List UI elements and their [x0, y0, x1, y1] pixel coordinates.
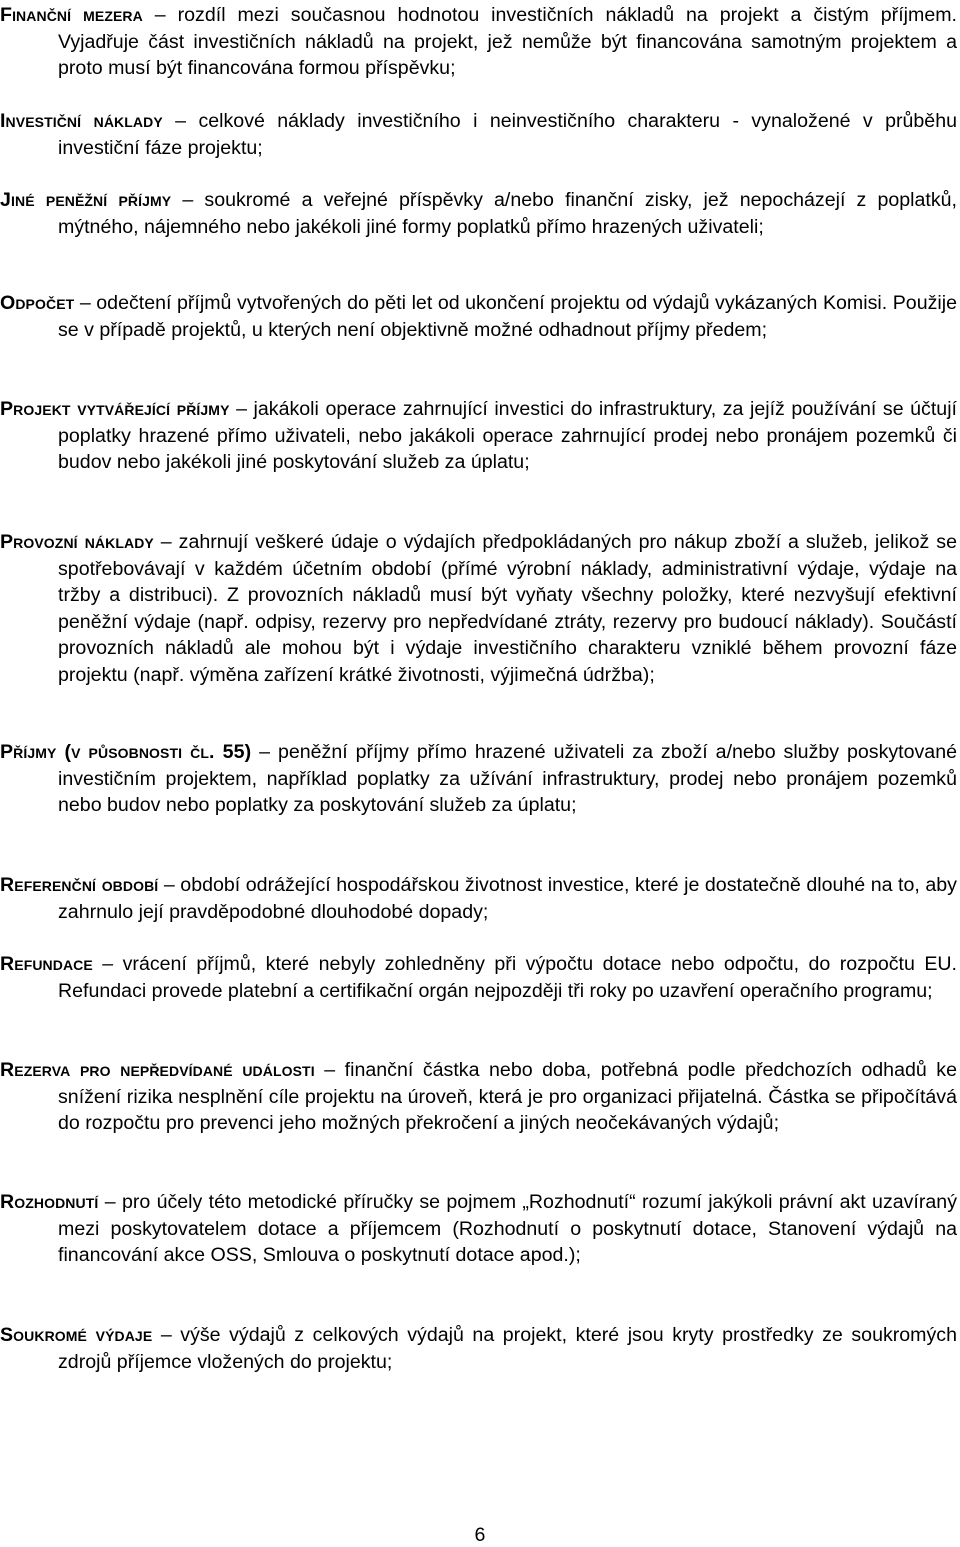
glossary-entry-jine-penezni-prijmy — [0, 187, 957, 240]
glossary-entry-odpocet — [0, 290, 957, 343]
glossary-entry-rezerva — [0, 1057, 957, 1137]
glossary-definition: – rozdíl mezi současnou hodnotou investičních nákladů na projekt a čistým příjmem. Vyjadřuje část investičních nákladů na projekt, jež nemůže být financována samotným projektem a proto musí být financována formou příspěvku; — [58, 4, 957, 79]
glossary-entry-prijmy — [0, 739, 957, 819]
glossary-term: Soukromé výdaje — [0, 1324, 153, 1346]
glossary-entry-investicni-naklady — [0, 108, 957, 161]
glossary-term: Jiné peněžní příjmy — [0, 189, 172, 211]
glossary-definition: – jakákoli operace zahrnující investici do infrastruktury, za jejíž používání se účtují poplatky hrazené přímo uživateli, nebo jakákoli operace zahrnující prodej nebo pronájem pozemků či budov nebo jakékoli jiné poskytování služeb za úplatu; — [58, 398, 957, 473]
glossary-definition: – peněžní příjmy přímo hrazené uživateli za zboží a/nebo služby poskytované investičním projektem, například poplatky za užívání infrastruktury, prodej nebo pronájem pozemků nebo budov nebo poplatky za poskytování služeb za úplatu; — [58, 741, 957, 816]
glossary-entry-provozni-naklady — [0, 529, 957, 688]
glossary-definition: – vrácení příjmů, které nebyly zohledněny při výpočtu dotace nebo odpočtu, do rozpočtu EU. Refundaci provede platební a certifikační orgán nejpozději tři roky po uzavření operačního programu; — [58, 953, 957, 1002]
glossary-definition: – zahrnují veškeré údaje o výdajích předpokládaných pro nákup zboží a služeb, jelikož se spotřebovávají v každém účetním období (přímé výrobní náklady, administrativní výdaje, výdaje na tržby a distribuci). Z provozních nákladů musí být vyňaty všechny položky, které nezvyšují efektivní peněžní výdaje (např. odpisy, rezervy pro nepředvídané ztráty, rezervy pro budoucí náklady). Součástí provozních nákladů ale mohou být i výdaje investičního charakteru vzniklé během provozní fáze projektu (např. výměna zařízení krátké životnosti, výjimečná údržba); — [58, 531, 957, 686]
glossary-entry-financni-mezera — [0, 2, 957, 82]
glossary-entry-soukrome-vydaje — [0, 1322, 957, 1375]
glossary-entry-refundace — [0, 951, 957, 1004]
glossary-term: Rozhodnutí — [0, 1191, 99, 1213]
glossary-term: Odpočet — [0, 292, 75, 314]
glossary-term: Finanční mezera — [0, 4, 143, 26]
glossary-entry-referencni-obdobi — [0, 872, 957, 925]
glossary-term: Refundace — [0, 953, 93, 975]
glossary-term: Provozní náklady — [0, 531, 154, 553]
glossary-term: Rezerva pro nepředvídané události — [0, 1059, 315, 1081]
glossary-term: Příjmy (v působnosti čl. 55) — [0, 741, 252, 763]
glossary-definition: – celkové náklady investičního i neinvestičního charakteru - vynaložené v průběhu investiční fáze projektu; — [58, 110, 958, 159]
glossary-definition: – pro účely této metodické příručky se pojmem „Rozhodnutí“ rozumí jakýkoli právní akt uzavíraný mezi poskytovatelem dotace a příjemcem (Rozhodnutí o poskytnutí dotace, Stanovení výdajů na financování akce OSS, Smlouva o poskytnutí dotace apod.); — [58, 1191, 957, 1266]
glossary-definition: – soukromé a veřejné příspěvky a/nebo finanční zisky, jež nepocházejí z poplatků, mýtného, nájemného nebo jakékoli jiné formy poplatků přímo hrazených uživateli; — [58, 189, 957, 238]
glossary-definition: – odečtení příjmů vytvořených do pěti let od ukončení projektu od výdajů vykázaných Komisi. Použije se v případě projektů, u kterých není objektivně možné odhadnout příjmy předem; — [58, 292, 957, 341]
glossary-definition: – výše výdajů z celkových výdajů na projekt, které jsou kryty prostředky ze soukromých zdrojů příjemce vložených do projektu; — [58, 1324, 957, 1373]
glossary-definition: – finanční částka nebo doba, potřebná podle předchozích odhadů ke snížení rizika nesplnění cíle projektu na úroveň, která je pro organizaci přijatelná. Částka se připočítává do rozpočtu pro prevenci jeho možných překročení a jiných neočekávaných výdajů; — [58, 1059, 957, 1134]
glossary-term: Investiční náklady — [0, 110, 163, 132]
glossary-term: Projekt vytvářející příjmy — [0, 398, 230, 420]
glossary-term: Referenční období — [0, 874, 159, 896]
glossary-entry-projekt-vytvarejici-prijmy — [0, 396, 957, 476]
glossary-entry-rozhodnuti — [0, 1189, 957, 1269]
page-number: 6 — [474, 1524, 486, 1546]
glossary-definition: – období odrážející hospodářskou životnost investice, které je dostatečně dlouhé na to, aby zahrnulo její pravděpodobné dlouhodobé dopady; — [58, 874, 957, 923]
